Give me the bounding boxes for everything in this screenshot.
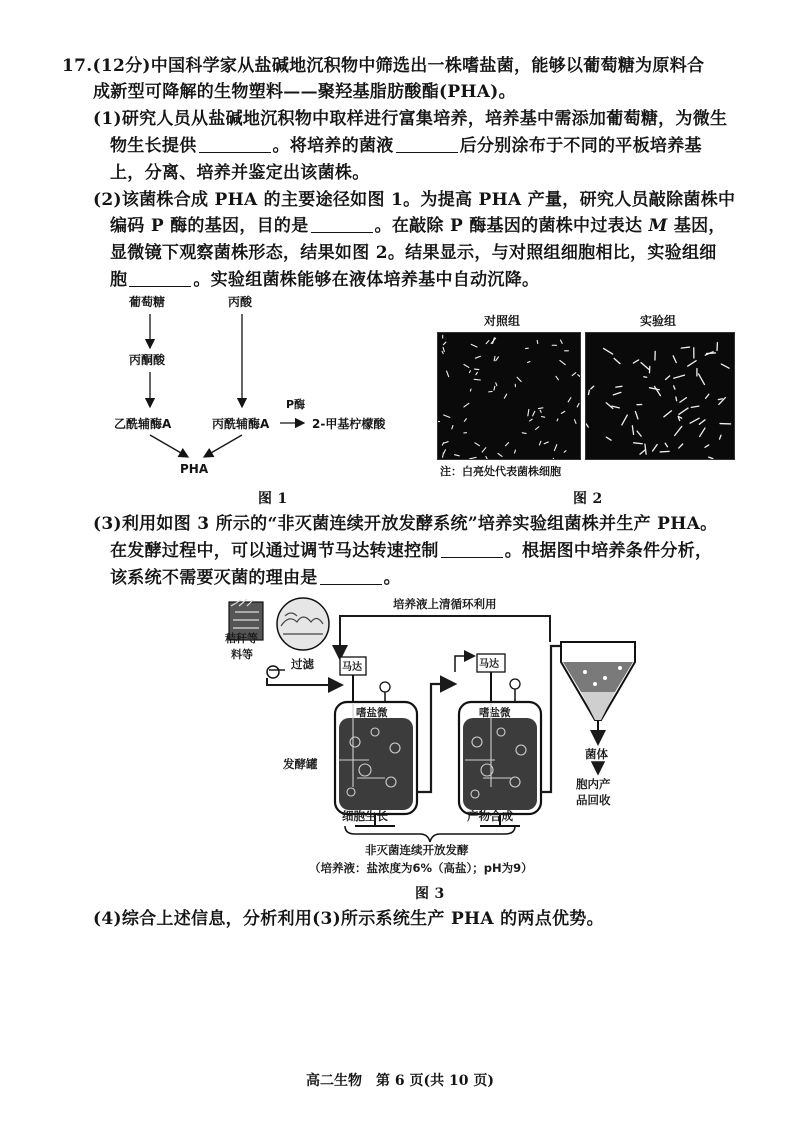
part2-line-2: 编码 P 酶的基因，目的是 。在敲除 P 酶基因的菌株中过表达 M 基因， [110,216,726,236]
fig1-p-enzyme-label: P酶 [286,398,306,411]
fig3-synthesis-label: 产物合成 [467,809,513,823]
part2-line-4: 胞 。实验组菌株能够在液体培养基中自动沉降。 [110,270,540,290]
fig1-propionyl-coa-label: 丙酰辅酶A [212,417,270,431]
part2-line-1: (2)该菌株合成 PHA 的主要途径如图 1。为提高 PHA 产量，研究人员敲除菌株中 [93,190,736,210]
fig3-recovery-label-1: 胞内产 [576,777,611,791]
answer-blank-5[interactable] [441,541,503,558]
fig3-cells-label: 菌体 [585,747,608,761]
fig1-pha-label: PHA [180,462,209,476]
fig1-glucose-label: 葡萄糖 [129,295,166,309]
fig3-recovery-label-2: 品回收 [576,793,611,807]
fig1-methylcitrate-label: 2-甲基柠檬酸 [312,417,386,431]
question-intro-line-1: 17.(12分)中国科学家从盐碱地沉积物中筛选出一株嗜盐菌，能够以葡萄糖为原料合 [62,56,705,76]
part2-line-3: 显微镜下观察菌株形态，结果如图 2。结果显示，与对照组细胞相比，实验组细 [110,243,717,263]
fig3-growth-label: 细胞生长 [342,809,388,823]
figure-1-pathway-diagram [100,292,430,482]
question-number: 17. [62,56,93,76]
part1-line-1: (1)研究人员从盐碱地沉积物中取样进行富集培养，培养基中需添加葡萄糖，为微生 [93,109,728,129]
fig3-filter-label: 过滤 [291,657,314,671]
part3-line-3: 该系统不需要灭菌的理由是 。 [110,568,401,588]
fig1-propionate-label: 丙酸 [228,295,253,309]
question-points: (12分) [92,56,151,76]
figure-2-caption: 图 2 [573,491,603,507]
page-footer: 高二生物 第 6 页(共 10 页) [306,1073,494,1089]
part3-line-1: (3)利用如图 3 所示的“非灭菌连续开放发酵系统”培养实验组菌株并生产 PHA。 [93,514,718,534]
fig3-material-label-2: 料等 [231,648,253,661]
fig3-recycle-label: 培养液上清循环利用 [393,597,497,611]
question-intro-line-2: 成新型可降解的生物塑料——聚羟基脂肪酸酯(PHA)。 [93,82,516,102]
fig3-material-label-1: 秸秆等 [225,632,258,645]
fig2-experimental-micrograph [585,332,735,460]
figure-3-caption: 图 3 [415,886,445,902]
fig2-note: 注：白亮处代表菌株细胞 [440,465,561,478]
fig3-system-label: 非灭菌连续开放发酵 [365,843,469,857]
part1-line-3: 上，分离、培养并鉴定出该菌株。 [110,163,370,183]
fig3-microbe-label-1: 嗜盐微 [356,707,388,719]
culture-dish-icon [277,598,329,650]
fig2-control-micrograph [437,332,581,460]
part1-line-2: 物生长提供 。将培养的菌液 后分别涂布于不同的平板培养基 [110,136,702,156]
part3-line-2: 在发酵过程中，可以通过调节马达转速控制 。根据图中培养条件分析， [110,541,713,561]
answer-blank-3[interactable] [311,216,373,233]
fig3-microbe-label-2: 嗜盐微 [479,707,511,719]
fig2-experimental-label: 实验组 [640,314,677,328]
figure-1-caption: 图 1 [258,491,288,507]
fig2-control-label: 对照组 [484,314,521,328]
fig3-conditions-label: （培养液：盐浓度为6%（高盐）；pH为9） [309,861,533,875]
fig3-motor-label-1: 马达 [342,662,362,673]
answer-blank-2[interactable] [396,136,458,153]
fig3-motor-label-2: 马达 [479,659,499,670]
answer-blank-6[interactable] [320,568,382,585]
answer-blank-1[interactable] [199,136,271,153]
answer-blank-4[interactable] [129,270,191,287]
part4-line-1: (4)综合上述信息，分析利用(3)所示系统生产 PHA 的两点优势。 [93,909,604,929]
fig3-tank-label: 发酵罐 [283,757,318,771]
fig1-pyruvate-label: 丙酮酸 [129,353,166,367]
figure-3-fermentation-system [215,592,675,882]
fig1-acetyl-coa-label: 乙酰辅酶A [114,417,172,431]
